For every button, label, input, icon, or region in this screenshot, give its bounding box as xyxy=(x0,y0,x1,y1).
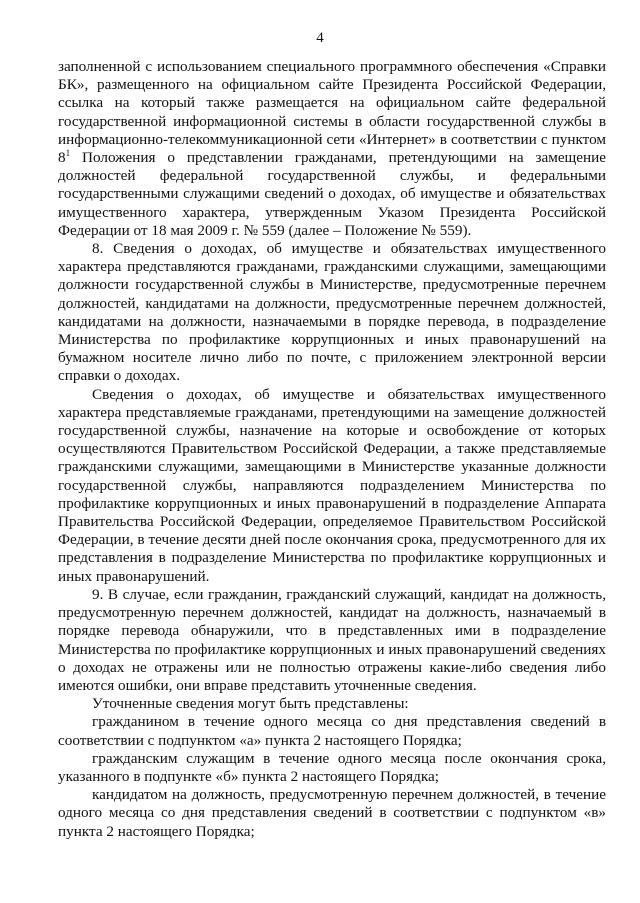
paragraph-continuation xyxy=(58,58,606,240)
list-item-citizen: гражданином в течение одного месяца со дня представления сведений в соответствии с подпунктом «а» пункта 2 настоящего Порядка; xyxy=(58,713,606,749)
list-item-candidate: кандидатом на должность, предусмотренную перечнем должностей, в течение одного месяца со дня представления сведений в соответствии с подпунктом «в» пункта 2 настоящего Порядка; xyxy=(58,786,606,840)
superscript-1: 1 xyxy=(65,147,71,158)
paragraph-item-9: 9. В случае, если гражданин, гражданский служащий, кандидат на должность, предусмотренную перечнем должностей, кандидат на должность, назначаемый в порядке перевода обнаружили, что в представленных ими в подразделение Министерства по профилактике коррупционных и иных правонарушений сведениях о доходах не отражены или не полностью отражены какие-либо сведения либо имеются ошибки, они вправе представить уточненные сведения. xyxy=(58,585,606,694)
paragraph-clarified-info-intro: Уточненные сведения могут быть представлены: xyxy=(92,695,409,713)
paragraph-continuation-text-b: Положения о представлении гражданами, претендующими на замещение должностей федеральной государственной службы, и федеральными государственными служащими сведений о доходах, об имуществе и обязательствах имущественного характера, утвержденным Указом Президента Российской Федерации от 18 мая 2009 г. № 559 (далее – Положение № 559). xyxy=(58,149,606,239)
list-item-civil-servant: гражданским служащим в течение одного месяца после окончания срока, указанного в подпункте «б» пункта 2 настоящего Порядка; xyxy=(58,749,606,785)
page-number: 4 xyxy=(316,30,324,46)
document-body xyxy=(58,58,606,841)
paragraph-item-8-part-2: Сведения о доходах, об имуществе и обязательствах имущественного характера представляемые гражданами, претендующими на замещение должностей государственной службы, назначение на которые и освобождение от которых осуществляются Правительством Российской Федерации, а также представляемые гражданскими служащими, замещающими в Министерстве указанные должности государственной службы, направляются подразделением Министерства по профилактике коррупционных и иных правонарушений в подразделение Аппарата Правительства Российской Федерации, определяемое Правительством Российской Федерации, в течение десяти дней после окончания срока, предусмотренного для их представления в подразделение Министерства по профилактике коррупционных и иных правонарушений. xyxy=(58,385,606,585)
paragraph-continuation-text-a: заполненной с использованием специального программного обеспечения «Справки БК», размещенного на официальном сайте Президента Российской Федерации, ссылка на который также размещается на официальном сайте федеральной государственной информационной системы в области государственной службы в информационно-телекоммуникационной сети «Интернет» в соответствии с пунктом 8 xyxy=(58,58,606,167)
paragraph-item-8: 8. Сведения о доходах, об имуществе и обязательствах имущественного характера представляются гражданами, гражданскими служащими, замещающими должности государственной службы в Министерстве, предусмотренные перечнем должностей, кандидатами на должности, предусмотренные перечнем должностей, кандидатами на должности, назначаемыми в порядке перевода, в подразделение Министерства по профилактике коррупционных и иных правонарушений на бумажном носителе лично либо по почте, с приложением электронной версии справки о доходах. xyxy=(58,240,606,385)
